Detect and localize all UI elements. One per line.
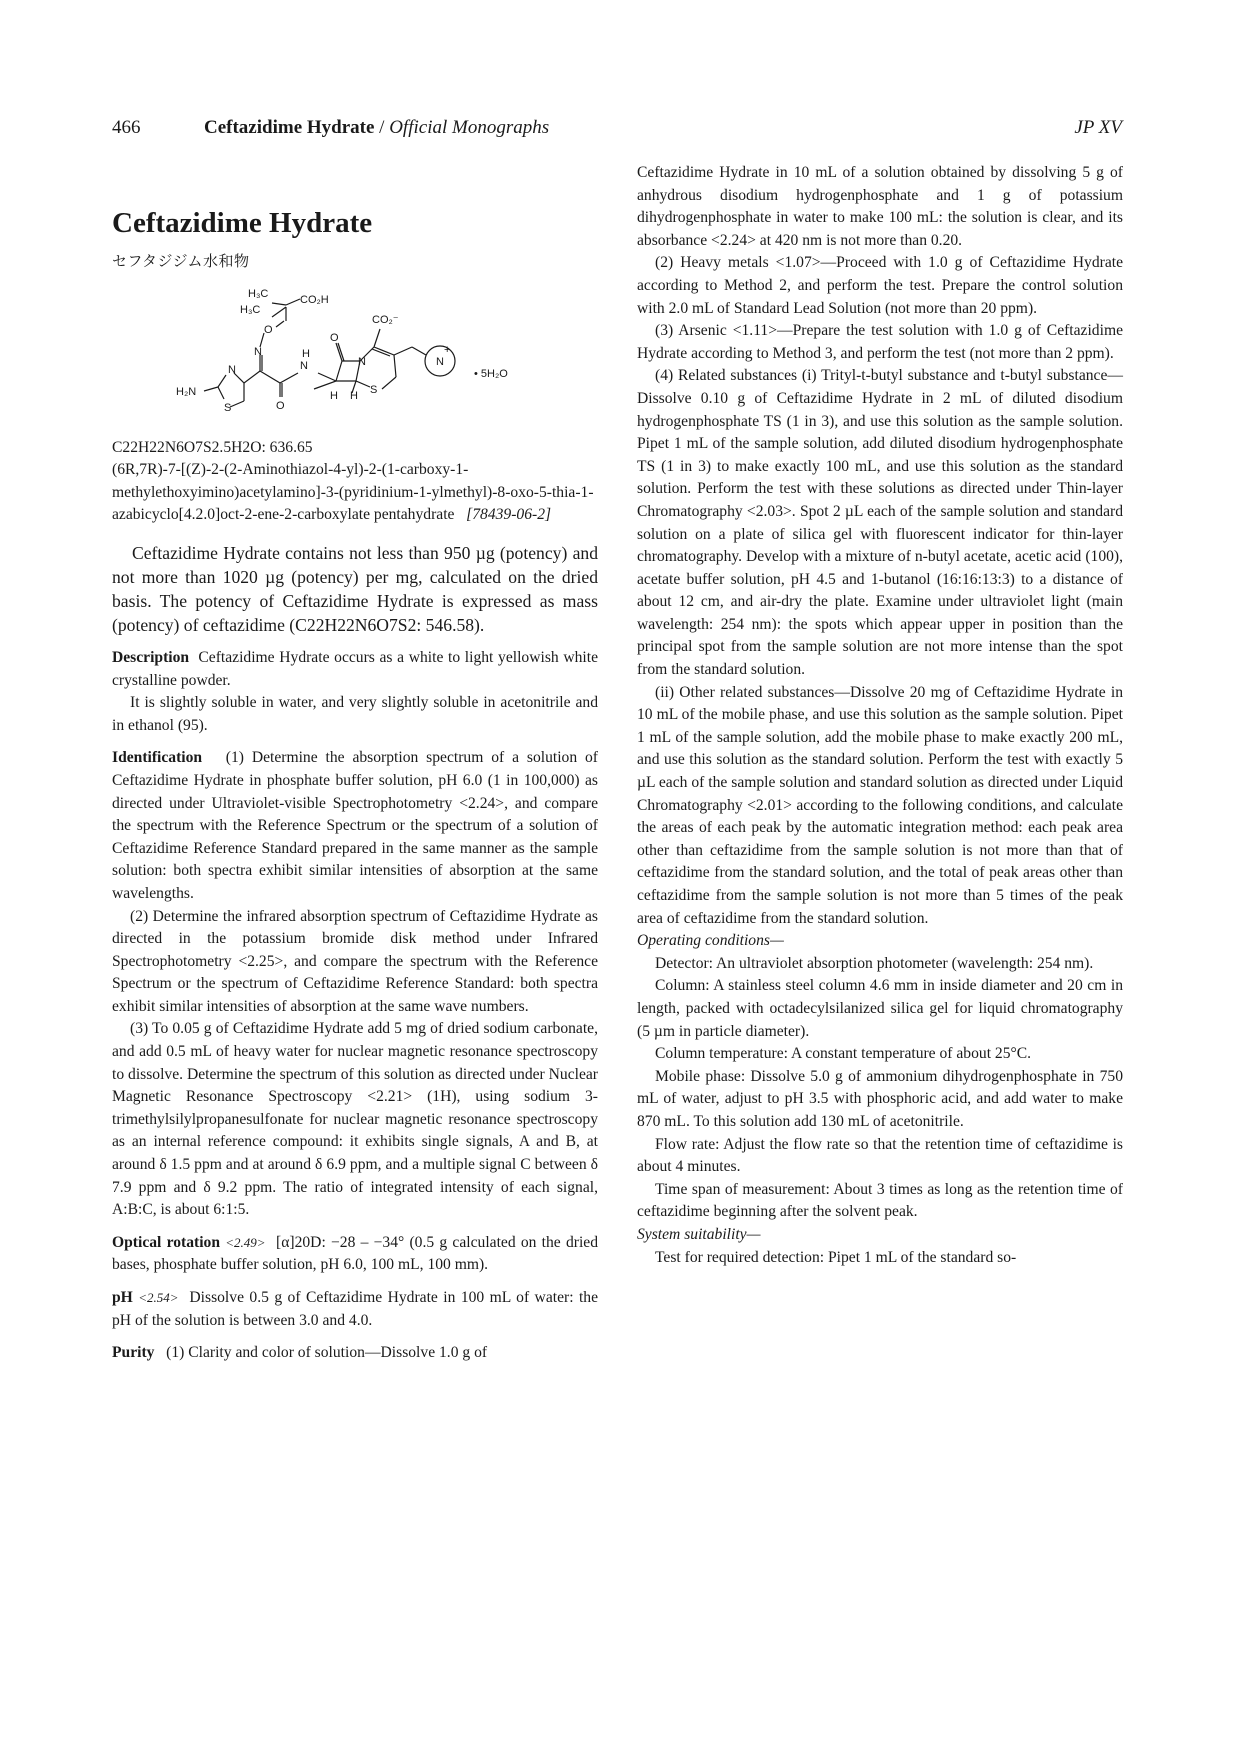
structural-formula (174, 277, 534, 417)
time-span-line: Time span of measurement: About 3 times as long as the retention time of ceftazidime beginning after the solvent peak. (637, 1180, 1123, 1221)
optical-rotation-label: Optical rotation (112, 1233, 221, 1251)
label-thiazole-s: S (224, 401, 232, 414)
cas-number: [78439-06-2] (466, 506, 552, 524)
identification-1-text: (1) Determine the absorption spectrum of a solution of Ceftazidime Hydrate in phosphate buffer solution, pH 6.0 (1 in 100,000) as directed under Ultraviolet-visible Spectrophotometry <2.24>, and compare the spectrum with the Reference Spectrum or the spectrum of a solution of Ceftazidime Reference Standard prepared in the same manner as the sample solution: both spectra exhibit similar intensities of absorption at the same wavelengths. (112, 749, 599, 902)
label-h-2: H (350, 389, 358, 402)
ph-label: pH (112, 1289, 133, 1306)
label-ring-s: S (370, 383, 378, 396)
purity-paragraph (112, 1342, 598, 1365)
label-carboxylate: CO₂⁻ (372, 313, 399, 326)
monograph-title: Ceftazidime Hydrate (112, 207, 373, 239)
label-pyridinium-n: N (436, 355, 444, 368)
label-oxime-n: N (254, 345, 262, 358)
purity-4-ii-paragraph: (ii) Other related substances—Dissolve 20 mg of Ceftazidime Hydrate in 10 mL of the mobile phase, and use this solution as the sample solution. Pipet 1 mL of the sample solution, add the mobile phase to make exactly 200 mL, and use this solution as the standard solution. Perform the test with exactly 5 µL each of the sample solution and standard solution as directed under Liquid Chromatography <2.01> according to the following conditions, and calculate the areas of each peak by the automatic integration method: each peak area other than ceftazidime from the sample solution is not more than that of ceftazidime from the standard solution, and the total of peak areas other than ceftazidime from the sample solution is not more than 5 times of the peak area of ceftazidime from the standard solution. (637, 683, 1123, 927)
system-suitability-heading: System suitability— (637, 1225, 761, 1243)
identification-1-paragraph (112, 747, 598, 905)
ph-ref: <2.54> (138, 1290, 179, 1305)
description-paragraph (112, 647, 598, 692)
optical-rotation-paragraph (112, 1232, 598, 1277)
running-title-main: Ceftazidime Hydrate (204, 117, 375, 138)
description-label: Description (112, 648, 190, 666)
purity-1-start: (1) Clarity and color of solution—Dissolve 1.0 g of (166, 1344, 488, 1362)
purity-label: Purity (112, 1344, 155, 1362)
optical-rotation-ref: <2.49> (225, 1234, 266, 1250)
page-header (112, 116, 1122, 140)
column-temperature-line: Column temperature: A constant temperature of about 25°C. (655, 1045, 1032, 1063)
purity-3-paragraph: (3) Arsenic <1.11>—Prepare the test solution with 1.0 g of Ceftazidime Hydrate according to Method 3, and perform the test (not more than 2 ppm). (637, 322, 1123, 362)
label-ring-n: N (358, 355, 366, 368)
label-h3c-mid: H₃C (240, 303, 261, 316)
running-title-separator: / (374, 117, 390, 138)
running-title (204, 116, 549, 140)
label-lactam-o: O (330, 331, 339, 344)
potency-statement: Ceftazidime Hydrate contains not less than 950 µg (potency) and not more than 1020 µg (potency) per mg, calculated on the dried basis. The potency of Ceftazidime Hydrate is expressed as mass (potency) of ceftazidime (C22H22N6O7S2: 546.58). (112, 542, 598, 635)
label-h-1: H (330, 389, 338, 402)
chemical-name-text: (6R,7R)-7-[(Z)-2-(2-Aminothiazol-4-yl)-2-(1-carboxy-1-methylethoxyimino)acetylamino]-3-(pyridinium-1-ylmethyl)-8-oxo-5-thia-1-azabicyclo[4.2.0]oct-2-ene-2-carboxylate pentahydrate (112, 461, 594, 524)
solubility-paragraph: It is slightly soluble in water, and very slightly soluble in acetonitrile and in ethanol (95). (112, 694, 598, 734)
ph-paragraph (112, 1287, 598, 1332)
label-oxime-o: O (264, 323, 273, 336)
label-amide-n: N (300, 359, 308, 372)
detector-line: Detector: An ultraviolet absorption photometer (wavelength: 254 nm). (655, 954, 1094, 972)
label-thiazole-n: N (228, 363, 236, 376)
label-pyridinium-plus: + (444, 343, 451, 356)
label-amide-h: H (302, 347, 310, 360)
label-amide-o: O (276, 399, 285, 412)
optical-rotation-text: [α]20D: −28 – −34° (0.5 g calculated on the dried bases, phosphate buffer solution, pH 6.0, 100 mL, 100 mm). (112, 1233, 598, 1274)
right-column (637, 162, 1123, 1269)
label-co2h: CO₂H (300, 293, 329, 306)
purity-2-paragraph: (2) Heavy metals <1.07>—Proceed with 1.0 g of Ceftazidime Hydrate according to Method 2, and perform the test. Prepare the control solution with 2.0 mL of Standard Lead Solution (not more than 20 ppm). (637, 254, 1123, 317)
molecular-formula: C22H22N6O7S2.5H2O: 636.65 (112, 438, 313, 456)
purity-1-continued: Ceftazidime Hydrate in 10 mL of a solution obtained by dissolving 5 g of anhydrous disodium hydrogenphosphate and 1 g of potassium dihydrogenphosphate in water to make 100 mL: the solution is clear, and its absorbance <2.24> at 420 nm is not more than 0.20. (637, 164, 1123, 249)
identification-label: Identification (112, 749, 203, 767)
label-hydrate: • 5H₂O (474, 367, 508, 380)
left-column (112, 164, 598, 1365)
required-detection-line: Test for required detection: Pipet 1 mL of the standard so- (655, 1248, 1017, 1266)
column-line: Column: A stainless steel column 4.6 mm in inside diameter and 20 cm in length, packed with octadecylsilanized silica gel for liquid chromatography (5 µm in particle diameter). (637, 977, 1123, 1040)
purity-4-paragraph: (4) Related substances (i) Trityl-t-butyl substance and t-butyl substance—Dissolve 0.10 g of Ceftazidime Hydrate in 2 mL of diluted disodium hydrogenphosphate TS (1 in 3), and use this solution as the sample solution. Pipet 1 mL of the sample solution, add diluted disodium hydrogenphosphate TS (1 in 3) to make exactly 100 mL, and use this solution as the standard solution. Perform the test with these solutions as directed under Thin-layer Chromatography <2.03>. Spot 2 µL each of the sample solution and standard solution on a plate of silica gel with fluorescent indicator for thin-layer chromatography. Develop with a mixture of n-butyl acetate, acetic acid (100), acetate buffer solution, pH 4.5 and 1-butanol (16:16:13:3) to a distance of about 12 cm, and air-dry the plate. Examine under ultraviolet light (main wavelength: 254 nm): the spots which appear upper in position than the principal spot from the sample solution are not more intense than the spot from the standard solution. (637, 367, 1123, 679)
identification-3-paragraph: (3) To 0.05 g of Ceftazidime Hydrate add 5 mg of dried sodium carbonate, and add 0.5 mL of heavy water for nuclear magnetic resonance spectroscopy to dissolve. Determine the spectrum of this solution as directed under Nuclear Magnetic Resonance Spectroscopy <2.21> (1H), using sodium 3-trimethylsilylpropanesulfonate for nuclear magnetic resonance spectroscopy as an internal reference compound: it exhibits single signals, A and B, at around δ 1.5 ppm and at around δ 6.9 ppm, and a multiple signal C between δ 7.9 ppm and δ 9.2 ppm. The ratio of integrated intensity of each signal, A:B:C, is about 6:1:5. (112, 1020, 598, 1219)
description-text: Ceftazidime Hydrate occurs as a white to light yellowish white crystalline powder. (112, 648, 598, 689)
page-number: 466 (112, 117, 141, 138)
label-h3c-top: H₃C (248, 287, 269, 300)
identification-2-paragraph: (2) Determine the infrared absorption spectrum of Ceftazidime Hydrate as directed in the potassium bromide disk method under Infrared Spectrophotometry <2.25>, and compare the spectrum with the Reference Spectrum or the spectrum of Ceftazidime Reference Standard: both spectra exhibit similar intensities of absorption at the same wave numbers. (112, 907, 598, 1015)
japanese-name: セフタジジム水和物 (112, 252, 250, 270)
flow-rate-line: Flow rate: Adjust the flow rate so that the retention time of ceftazidime is about 4 minutes. (637, 1135, 1123, 1176)
label-amino: H₂N (176, 385, 197, 398)
operating-conditions-heading: Operating conditions— (637, 932, 784, 950)
chemical-name (112, 459, 598, 527)
mobile-phase-line: Mobile phase: Dissolve 5.0 g of ammonium dihydrogenphosphate in 750 mL of water, adjust to pH 3.5 with phosphoric acid, and add water to make 870 mL. To this solution add 130 mL of acetonitrile. (637, 1067, 1123, 1130)
edition-label: JP XV (1074, 117, 1122, 138)
running-title-subtitle: Official Monographs (389, 117, 550, 138)
ph-text: Dissolve 0.5 g of Ceftazidime Hydrate in 100 mL of water: the pH of the solution is between 3.0 and 4.0. (112, 1289, 599, 1329)
